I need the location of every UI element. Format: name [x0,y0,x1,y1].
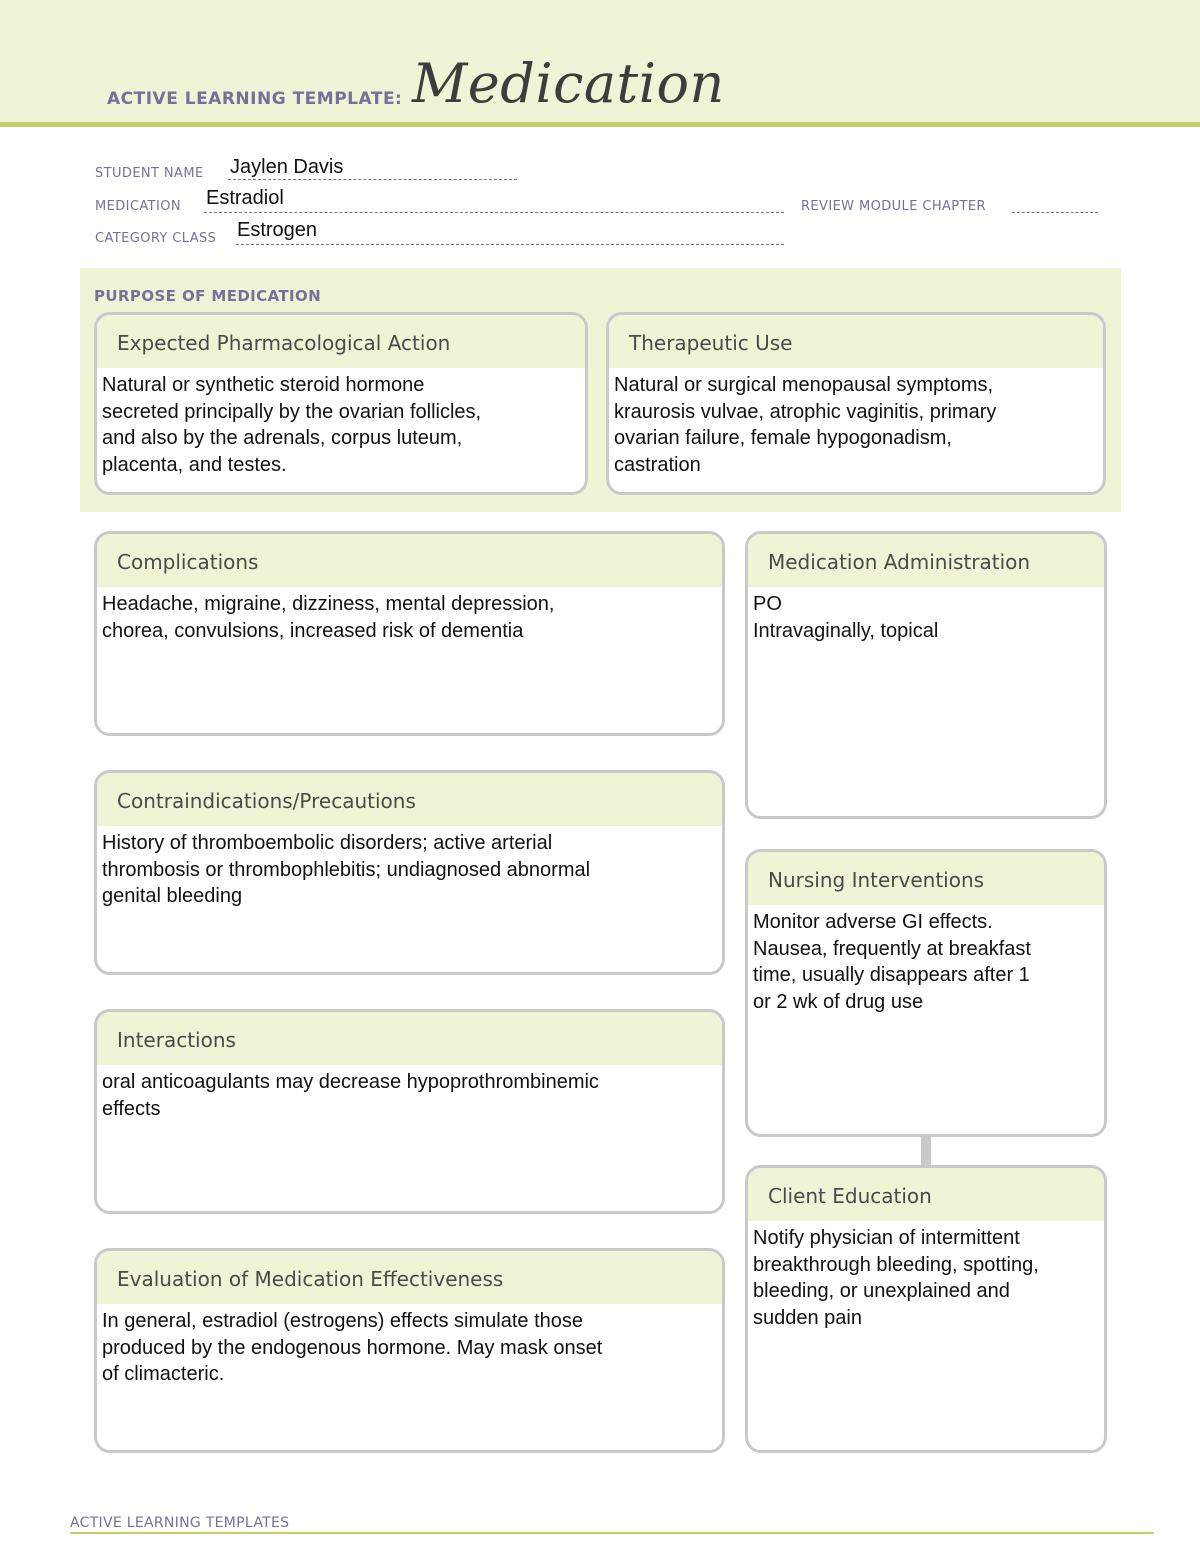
nursing-interventions-title: Nursing Interventions [748,852,1104,905]
client-education-card [745,1165,1107,1453]
evaluation-card [94,1248,725,1453]
contraindications-card [94,770,725,975]
client-education-text[interactable]: Notify physician of intermittent breakthrough bleeding, spotting, bleeding, or unexplained and sudden pain [753,1227,1039,1329]
evaluation-title: Evaluation of Medication Effectiveness [97,1251,722,1304]
contraindications-text[interactable]: History of thromboembolic disorders; active arterial thrombosis or thrombophlebitis; undiagnosed abnormal genital bleeding [102,832,591,907]
student-name-field[interactable]: Jaylen Davis [230,156,344,178]
template-label: ACTIVE LEARNING TEMPLATE: [107,89,403,109]
review-module-label: REVIEW MODULE CHAPTER [801,199,986,214]
medication-line [204,212,784,213]
category-class-line [236,244,784,245]
student-name-label: STUDENT NAME [95,166,204,181]
contraindications-title: Contraindications/Precautions [97,773,722,826]
interactions-card [94,1009,725,1214]
evaluation-text[interactable]: In general, estradiol (estrogens) effects simulate those produced by the endogenous hormone. May mask onset of climacteric. [102,1310,603,1385]
therapeutic-use-title: Therapeutic Use [609,315,1103,368]
medication-label: MEDICATION [95,199,181,214]
complications-card [94,531,725,736]
expected-action-card [94,312,588,495]
therapeutic-use-text[interactable]: Natural or surgical menopausal symptoms, kraurosis vulvae, atrophic vaginitis, primary ovarian failure, female hypogonadism, castration [614,374,997,476]
medication-field[interactable]: Estradiol [206,187,284,209]
therapeutic-use-card [606,312,1106,495]
nursing-interventions-text[interactable]: Monitor adverse GI effects. Nausea, frequently at breakfast time, usually disappears after 1 or 2 wk of drug use [753,911,1031,1013]
administration-card [745,531,1107,819]
administration-title: Medication Administration [748,534,1104,587]
client-education-title: Client Education [748,1168,1104,1221]
page-title: Medication [412,52,725,115]
expected-action-text[interactable]: Natural or synthetic steroid hormone secreted principally by the ovarian follicles, and also by the adrenals, corpus luteum, placenta, and testes. [102,374,482,476]
connector-bar [921,1134,931,1167]
interactions-title: Interactions [97,1012,722,1065]
nursing-interventions-card [745,849,1107,1137]
student-name-line [228,179,517,180]
category-class-label: CATEGORY CLASS [95,231,217,246]
header-rule [0,122,1200,127]
complications-title: Complications [97,534,722,587]
footer-label: ACTIVE LEARNING TEMPLATES [70,1515,290,1531]
interactions-text[interactable]: oral anticoagulants may decrease hypoprothrombinemic effects [102,1071,599,1120]
footer-rule [70,1532,1154,1534]
complications-text[interactable]: Headache, migraine, dizziness, mental depression, chorea, convulsions, increased risk of dementia [102,593,555,642]
review-module-line [1012,212,1098,213]
purpose-label: PURPOSE OF MEDICATION [94,287,322,305]
administration-text[interactable]: PO Intravaginally, topical [753,593,939,642]
category-class-field[interactable]: Estrogen [237,219,318,241]
expected-action-title: Expected Pharmacological Action [97,315,585,368]
